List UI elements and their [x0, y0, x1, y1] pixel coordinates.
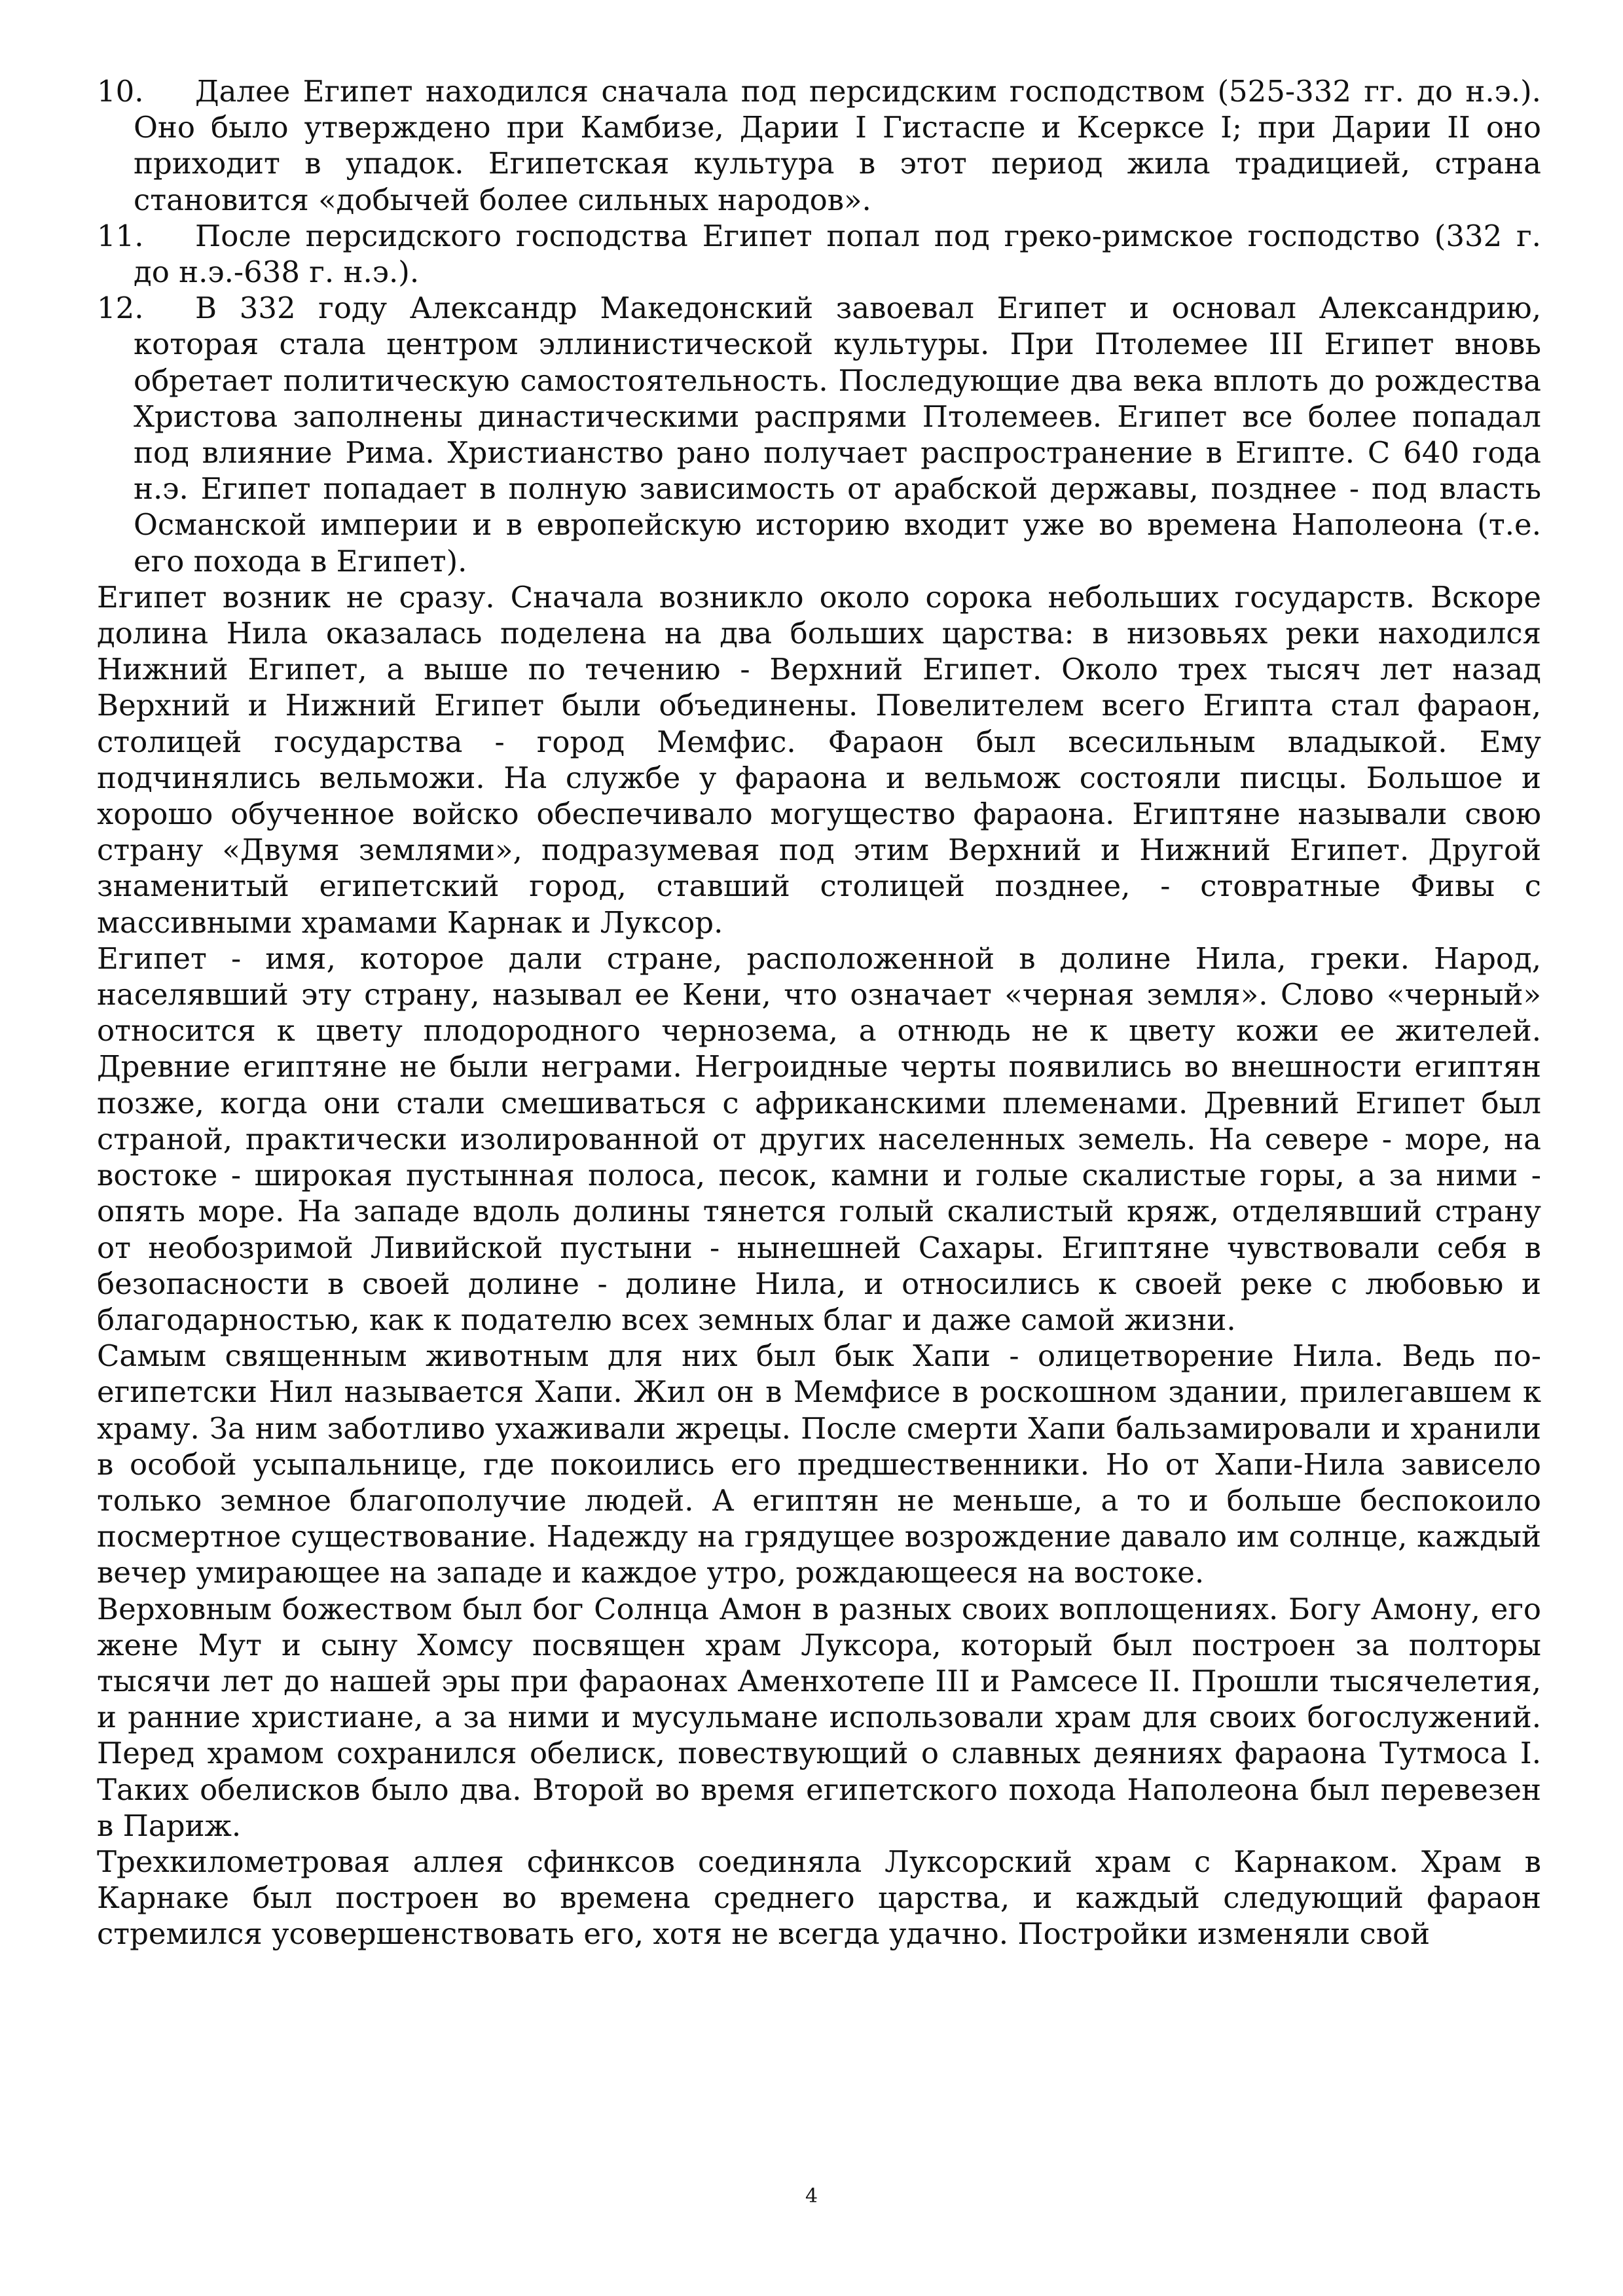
numbered-list — [97, 73, 1541, 579]
document-page — [97, 73, 1541, 1952]
paragraph-sacred-bull: Самым священным животным для них был бык Хапи - олицетворение Нила. Ведь по-египетски Нил называется Хапи. Жил он в Мемфисе в роскошном здании, прилегавшем к храму. За ним заботливо ухаживали жрецы. После смерти Хапи бальзамировали и хранили в особой усыпальнице, где покоились его предшественники. Но от Хапи-Нила зависело только земное благополучие людей. А египтян не меньше, а то и больше беспокоило посмертное существование. Надежду на грядущее возрождение давало им солнце, каждый вечер умирающее на западе и каждое утро, рождающееся на востоке. — [97, 1338, 1541, 1590]
list-item — [97, 218, 1541, 290]
paragraph-egypt-origin: Египет возник не сразу. Сначала возникло около сорока небольших государств. Вскоре долина Нила оказалась поделена на два больших царства: в низовьях реки находился Нижний Египет, а выше по течению - Верхний Египет. Около трех тысяч лет назад Верхний и Нижний Египет были объединены. Повелителем всего Египта стал фараон, столицей государства - город Мемфис. Фараон был всесильным владыкой. Ему подчинялись вельможи. На службе у фараона и вельмож состояли писцы. Большое и хорошо обученное войско обеспечивало могущество фараона. Египтяне называли свою страну «Двумя землями», подразумевая под этим Верхний и Нижний Египет. Другой знаменитый египетский город, ставший столицей позднее, - стовратные Фивы с массивными храмами Карнак и Луксор. — [97, 579, 1541, 940]
list-item-number: 11. — [97, 218, 144, 253]
paragraph-sphinx-alley: Трехкилометровая аллея сфинксов соединяла Луксорский храм с Карнаком. Храм в Карнаке был построен во времена среднего царства, и каждый следующий фараон стремился усовершенствовать его, хотя не всегда удачно. Постройки изменяли свой — [97, 1844, 1541, 1952]
list-item-text: Далее Египет находился сначала под персидским господством (525-332 гг. до н.э.). Оно было утверждено при Камбизе, Дарии I Гистаспе и Ксерксе I; при Дарии II оно приходит в упадок. Египетская культура в этот период жила традицией, страна становится «добычей более сильных народов». — [134, 74, 1541, 217]
list-item — [97, 290, 1541, 579]
list-item-text: В 332 году Александр Македонский завоевал Египет и основал Александрию, которая стала центром эллинистической культуры. При Птолемее III Египет вновь обретает политическую самостоятельность. Последующие два века вплоть до рождества Христова заполнены династическими распрями Птолемеев. Египет все более попадал под влияние Рима. Христианство рано получает распространение в Египте. С 640 года н.э. Египет попадает в полную зависимость от арабской державы, позднее - под власть Османской империи и в европейскую историю входит уже во времена Наполеона (т.е. его похода в Египет). — [134, 291, 1541, 579]
list-item — [97, 73, 1541, 218]
list-item-number: 12. — [97, 291, 144, 326]
paragraph-egypt-name: Египет - имя, которое дали стране, расположенной в долине Нила, греки. Народ, населявший эту страну, называл ее Кени, что означает «черная земля». Слово «черный» относится к цвету плодородного чернозема, а отнюдь не к цвету кожи ее жителей. Древние египтяне не были неграми. Негроидные черты появились во внешности египтян позже, когда они стали смешиваться с африканскими племенами. Древний Египет был страной, практически изолированной от других населенных земель. На севере - море, на востоке - широкая пустынная полоса, песок, камни и голые скалистые горы, а за ними - опять море. На западе вдоль долины тянется голый скалистый кряж, отделявший страну от необозримой Ливийской пустыни - нынешней Сахары. Египтяне чувствовали себя в безопасности в своей долине - долине Нила, и относились к своей реке с любовью и благодарностью, как к подателю всех земных благ и даже самой жизни. — [97, 941, 1541, 1337]
list-item-text: После персидского господства Египет попал под греко-римское господство (332 г. до н.э.-638 г. н.э.). — [134, 218, 1541, 290]
page-number: 4 — [805, 2185, 818, 2208]
list-item-number: 10. — [97, 74, 144, 109]
paragraph-amon: Верховным божеством был бог Солнца Амон в разных своих воплощениях. Богу Амону, его жене Мут и сыну Хомсу посвящен храм Луксора, который был построен за полторы тысячи лет до нашей эры при фараонах Аменхотепе III и Рамсесе II. Прошли тысячелетия, и ранние христиане, а за ними и мусульмане использовали храм для своих богослужений. Перед храмом сохранился обелиск, повествующий о славных деяниях фараона Тутмоса I. Таких обелисков было два. Второй во время египетского похода Наполеона был перевезен в Париж. — [97, 1591, 1541, 1843]
